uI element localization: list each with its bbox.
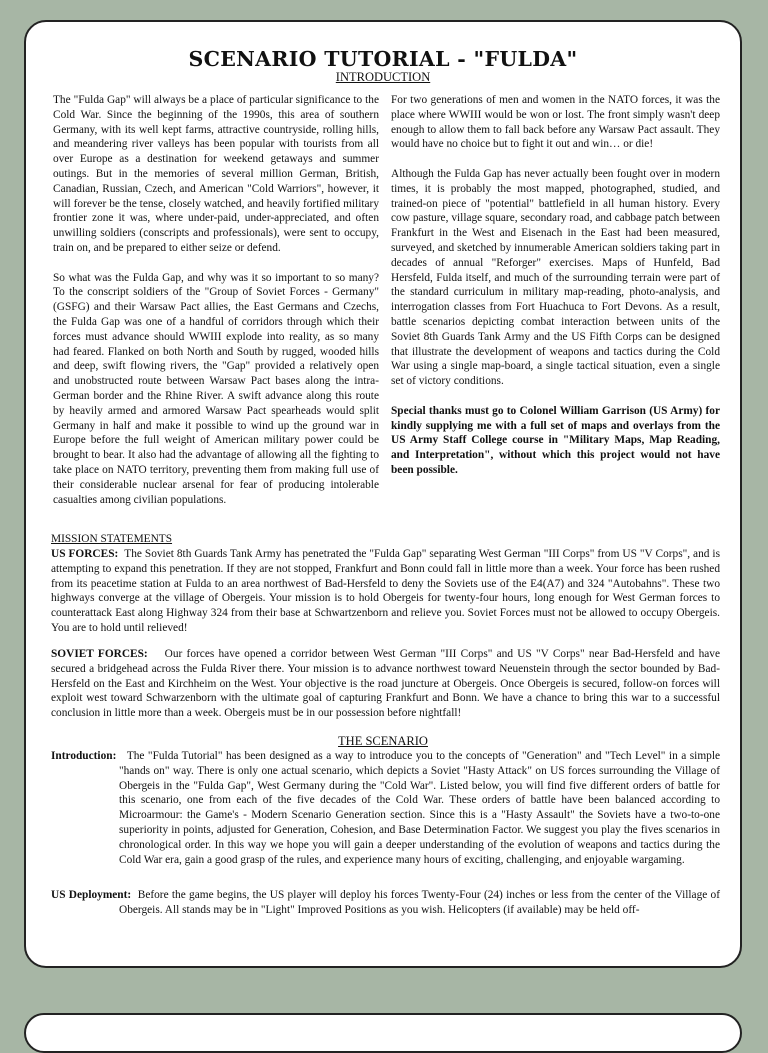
- scenario-introduction: [51, 749, 720, 867]
- introduction-text: The "Fulda Tutorial" has been designed as a way to introduce you to the concepts of "Generation" and "Tech Level" in a simple "hands on" way. There is only one actual scenario, which depicts a Soviet "Hasty Attack" on US forces surrounding the Village of Obergeis in the "Fulda Gap", West Germany during the "Cold War". Listed below, you will find five different orders of battle for this scenario, one from each of the five decades of the Cold War. These orders of battle have been balanced according to Microarmour: the Game's - Modern Scenario Generation section. Since this is a "Hasty Assault" the Soviets have a two-to-one superiority in points, adjusted for Generation, Cohesion, and Base Determination Factor. We suggest you play the fives scenarios in chronological order. In this way we hope you will gain a deeper understanding of the evolution of weapons and tactics during the Cold War era, gain a good grasp of the rules, and experience many hours of exciting, challenging, and enjoyable wargaming.: [119, 750, 721, 866]
- soviet-forces-label: SOVIET FORCES:: [51, 648, 148, 660]
- us-forces-label: US FORCES:: [51, 548, 119, 560]
- mission-statements-heading: MISSION STATEMENTS: [51, 533, 173, 545]
- scenario-heading: THE SCENARIO: [338, 734, 428, 748]
- us-forces-text: The Soviet 8th Guards Tank Army has penetrated the "Fulda Gap" separating West German "III Corps" from US "V Corps", and is attempting to expand this penetration. If they are not stopped, Frankfurt and Bonn could fall in little more than a week. Your force has been rushed from its peacetime station at Fulda to an area northwest of Bad-Hersfeld to deny the Soviets use of the E4(A7) and 324 "Autobahns". These two highways converge at the village of Obergeis. Your mission is to hold Obergeis for twenty-four hours, long enough for West German forces to counterattack East along Highway 324 from their base at Schwartzenborn and relieve you. Soviet Forces must not be allowed to occupy Obergeis. You are to hold until relieved!: [51, 548, 720, 634]
- intro-paragraph: So what was the Fulda Gap, and why was it so important to so many? To the conscript soldiers of the "Group of Soviet Forces - Germany" (GSFG) and their Warsaw Pact allies, the East Germans and Czechs, the Fulda Gap was one of a handful of corridors through which their forces must advance should WWIII explode into reality, as so many had feared. Flanked on both North and South by rugged, wooded hills and deep, swift flowing rivers, the "Gap" provided a relatively open and unobstructed route between Warsaw Pact bases along the intra-German border and the Rhine River. A swift advance along this route by heavily armed and armored Warsaw Pact spearheads would split Germany in half and make it possible to wind up the ground war in Europe before the full weight of American military power could be brought to bear. It also had the advantage of allowing all the fighting to take place on NATO territory, preventing them from making full use of their considerable nuclear arsenal for fear of producing intolerable casualties among civilian populations.: [53, 271, 379, 506]
- introduction-heading: INTRODUCTION: [335, 70, 431, 84]
- soviet-forces-mission: [51, 647, 720, 721]
- introduction-label: Introduction:: [51, 750, 117, 762]
- document-title: SCENARIO TUTORIAL - "FULDA": [188, 47, 578, 71]
- intro-paragraph: Although the Fulda Gap has never actually been fought over in modern times, it is probably the most mapped, photographed, studied, and trained-on piece of "potential" battlefield in all human history. Every cow pasture, village square, secondary road, and cabbage patch between Frankfurt in the West and Eisenach in the East had been measured, surveyed, and sketched by innumerable American soldiers taking part in decades of annual "Reforger" exercises. Maps of Hunfeld, Bad Hersfeld, Fulda itself, and much of the surrounding terrain were part of the standard curriculum in military map-reading, photo-analysis, and interrogation classes from Fort Huachuca to Fort Devons. As a result, battle scenarios depicting combat interaction between units of the Soviet 8th Guards Tank Army and the US Fifth Corps can be designed that illustrate the development of weapons and tactics during the Cold War using a single map-board, a single tactical situation, even a single set of victory conditions.: [391, 167, 720, 388]
- soviet-forces-text: Our forces have opened a corridor between West German "III Corps" and US "V Corps" near Bad-Hersfeld and have secured a bridgehead across the Fulda River there. Your mission is to advance northwest toward Neuenstein through the sector bounded by Bad-Hersfeld on the East and Kirchheim on the West. Your objective is the road juncture at Obergeis. Once Obergeis is secured, follow-on forces will exploit west toward Schwarzenborn with the ultimate goal of capturing Frankfurt and Bonn. We have a chance to bring this war to a successful conclusion in little more than a week. Obergeis must be in our possession before nightfall!: [51, 648, 720, 720]
- deployment-label: US Deployment:: [51, 889, 132, 901]
- intro-right-column: [391, 93, 720, 493]
- intro-paragraph: For two generations of men and women in the NATO forces, it was the place where WWIII would be won or lost. The front simply wasn't deep enough to allow them to fall back before any Warsaw Pact assault. They would have no choice but to fight it out and win… or die!: [391, 94, 720, 151]
- next-page-edge: [24, 1013, 742, 1053]
- document-page: [24, 20, 742, 968]
- intro-paragraph: The "Fulda Gap" will always be a place of particular significance to the Cold War. Since the beginning of the 1990s, this area of southern Germany, with its well kept farms, attractive countryside, rolling hills, and meandering river valleys has been popular with tourists from all over Europe as a destination for weekend getaways and summer outings. But in the memories of several million German, British, Canadian, Russian, Czech, and American "Cold Warriors", however, it will forever be the tense, closely watched, and heavily fortified military frontier zone it was, where under-paid, under-appreciated, and often unwilling soldiers (conscripts and professionals), were sent to occupy, train on, and be prepared to either seize or defend.: [53, 94, 379, 254]
- us-forces-mission: [51, 547, 720, 636]
- intro-left-column: [53, 93, 379, 522]
- deployment-text: Before the game begins, the US player will deploy his forces Twenty-Four (24) inches or less from the center of the Village of Obergeis. All stands may be in "Light" Improved Positions as you wish. Helicopters (if available) may be held off-: [119, 889, 721, 916]
- us-deployment: [51, 888, 720, 918]
- acknowledgement-paragraph: Special thanks must go to Colonel William Garrison (US Army) for kindly supplying me with a full set of maps and overlays from the US Army Staff College course in "Military Maps, Map Reading, and Interpretation", without which this project would not have been possible.: [391, 404, 720, 476]
